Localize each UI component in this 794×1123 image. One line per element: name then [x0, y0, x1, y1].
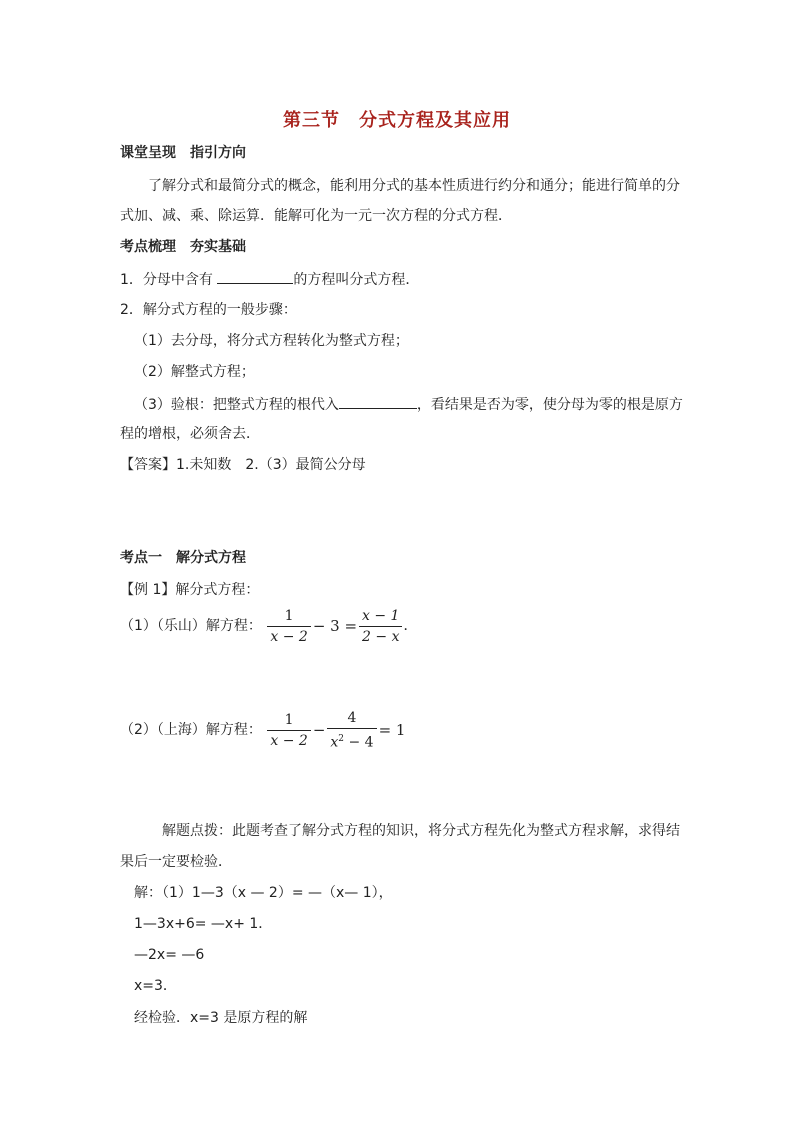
- solution-line1: 解：（1）1—3（x — 2）= —（x— 1），: [134, 885, 393, 901]
- example-label: 【例 1】解分式方程：: [120, 582, 260, 598]
- q2-den-rest: − 4: [344, 734, 374, 751]
- step-2: （2）解整式方程；: [134, 364, 255, 380]
- q1-fraction-1-denominator: x − 2: [267, 626, 310, 645]
- fill-blank-2: [339, 394, 417, 409]
- hint-line1: 解题点拨：此题考查了解分式方程的知识，将分式方程先化为整式方程求解，求得结: [162, 823, 680, 839]
- q2-fraction-1-numerator: 1: [284, 711, 294, 728]
- step-3-suffix: ，看结果是否为零，使分母为零的根是原方: [416, 397, 683, 413]
- answer-line: 【答案】1.未知数 2.（3）最简公分母: [120, 457, 366, 473]
- solution-line5: 经检验．x=3 是原方程的解: [134, 1010, 308, 1026]
- q1-fraction-2: [359, 608, 402, 645]
- step-3: [134, 394, 683, 415]
- q1-operator: − 3 =: [312, 617, 358, 635]
- page-title: 第三节 分式方程及其应用: [283, 110, 511, 131]
- q1-fraction-2-denominator: 2 − x: [359, 626, 402, 645]
- step-3-prefix: （3）验根：把整式方程的根代入: [134, 397, 339, 413]
- q1-fraction-1-numerator: 1: [284, 607, 294, 624]
- q2-fraction-1-denominator: x − 2: [267, 730, 310, 749]
- solution-line4: x=3．: [134, 978, 177, 994]
- q2-fraction-2: [327, 710, 376, 751]
- solution-line3: —2x= —6: [134, 947, 205, 963]
- intro-paragraph-line2: 式加、减、乘、除运算．能解可化为一元一次方程的分式方程．: [120, 208, 512, 224]
- q2-fraction-2-numerator: 4: [347, 709, 357, 726]
- q1-fraction-2-numerator: x − 1: [362, 607, 400, 624]
- section-heading-topic1: 考点一 解分式方程: [120, 550, 246, 566]
- question-1: [120, 604, 417, 648]
- fill-blank-1: [217, 269, 293, 284]
- q1-fraction-1: [267, 608, 310, 645]
- q2-end: = 1: [378, 721, 406, 739]
- step-3-line2: 程的增根，必须舍去．: [120, 426, 260, 442]
- question-2: [120, 708, 406, 752]
- intro-paragraph-line1: 了解分式和最简分式的概念，能利用分式的基本性质进行约分和通分；能进行简单的分: [148, 178, 680, 194]
- section-heading-review: 考点梳理 夯实基础: [120, 239, 246, 255]
- q2-fraction-2-denominator: [327, 728, 376, 751]
- solution-line2: 1—3x+6= —x+ 1．: [134, 916, 273, 932]
- item-2: 2．解分式方程的一般步骤：: [120, 302, 297, 318]
- question-2-label: （2）（上海）解方程：: [120, 722, 262, 738]
- hint-line2: 果后一定要检验．: [120, 854, 232, 870]
- step-1: （1）去分母，将分式方程转化为整式方程；: [134, 333, 409, 349]
- q2-operator: −: [312, 721, 326, 739]
- item-1: [120, 269, 419, 290]
- item-1-prefix: 1．分母中含有: [120, 272, 218, 288]
- q2-den-exponent: 2: [338, 733, 345, 744]
- item-1-suffix: 的方程叫分式方程．: [293, 272, 420, 288]
- q2-den-base: x: [330, 734, 339, 751]
- q2-fraction-1: [267, 712, 310, 749]
- q1-end: ．: [403, 618, 418, 634]
- section-heading-classroom: 课堂呈现 指引方向: [120, 145, 246, 161]
- question-1-label: （1）（乐山）解方程：: [120, 618, 262, 634]
